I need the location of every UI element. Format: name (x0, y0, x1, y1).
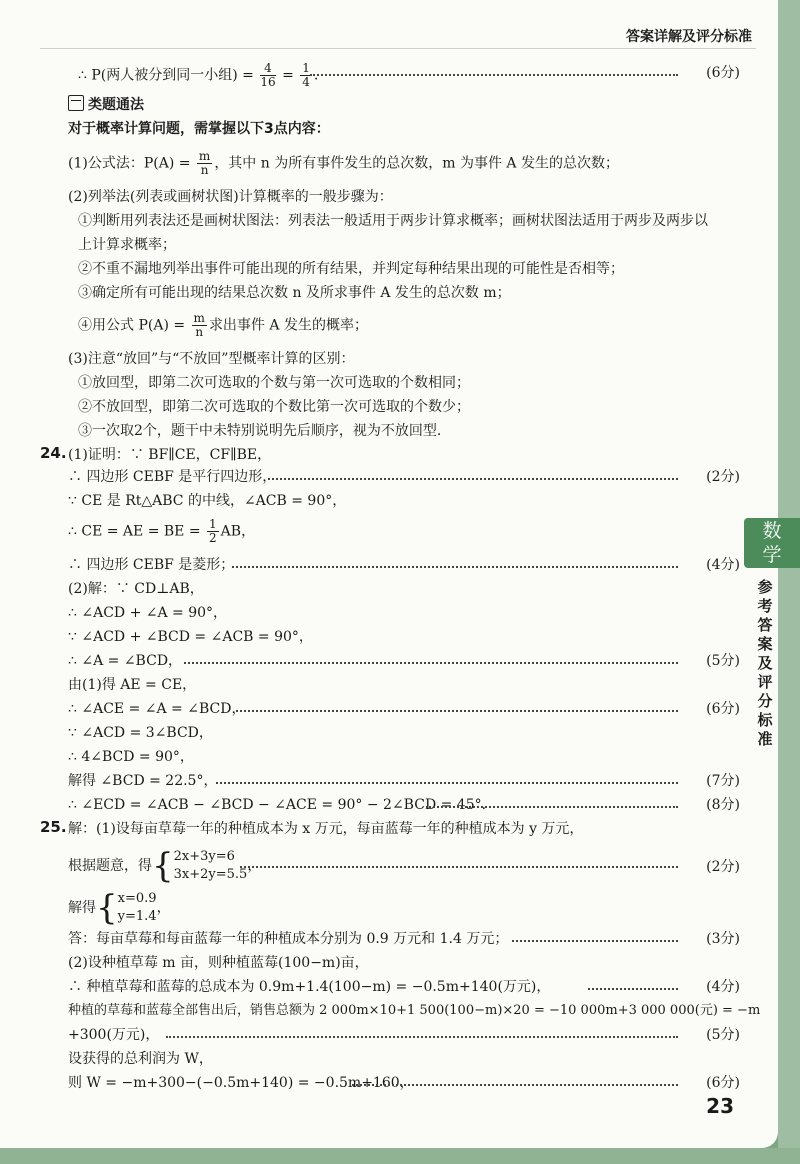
q25-system-equations: 根据题意，得{ 2x+3y=6 3x+2y=5.5 ， (2分) (68, 846, 740, 886)
fraction: $\frac{m}{n}$ (193, 311, 205, 339)
fraction: $\frac{1}{2}$ (209, 517, 217, 545)
header-rule (40, 48, 756, 49)
score: (6分) (706, 701, 740, 717)
page-bottom-edge (0, 1148, 800, 1164)
page-number: 23 (706, 1094, 734, 1118)
fraction: $\frac{m}{n}$ (198, 149, 211, 177)
score: (7分) (706, 773, 740, 789)
method-title: 类题通法 (88, 97, 144, 113)
subject-tab: 数学 (744, 518, 800, 568)
score: (2分) (706, 859, 740, 875)
score: (2分) (706, 469, 740, 485)
question-25-number: 25. (40, 818, 67, 836)
score: (5分) (706, 1027, 740, 1043)
fraction: $\frac{1}{4}$ (302, 61, 310, 89)
answer-page: 答案详解及评分标准 ∴ P(两人被分到同一小组) = $\frac{4}{16}$ = $\frac{1}{4}$ . (6分) 类题通法 对于概率计算问题，需掌握以下3点内容： (1)公式法：P(A) = $\frac{m}{n}$ ，其中 n 为所有事件发生的总次数，m 为事件 A 发生的总次数； (2)列举法(列表或画树状图)计算概率的一般步骤为： ①判断用列表法还是画树状图法：列表法一般适用于两步计算求概率；画树状图法适用于两步及两步以 上计算求概率； ②不重不漏地列举出事件可能出现的所有结果，并判定每种结果出现的可能性是否相等； ③确定所有可能出现的结果总次数 n 及所求事件 A 发生的总次数 m； ④用公式 P(A) = $\frac{m}{n}$ 求出事件 A 发生的概率； (3)注意“放回”与“不放回”型概率计算的区别： ①放回型，即第二次可选取的个数与第一次可选取的个数相同； ②不放回型，即第二次可选取的个数比第一次可选取的个数少； ③一次取2个，题干中未特别说明先后顺序，视为不放回型. 24. (1)证明：∵ BF∥CE，CF∥BE， ∴ 四边形 CEBF 是平行四边形， (2分) ∵ CE 是 Rt△ABC 的中线，∠ACB = 90°， ∴ CE = AE = BE = $\frac{1}{2}$ AB， ∴ 四边形 CEBF 是菱形； (4分) (2)解：∵ CD⊥AB， ∴ ∠ACD + ∠A = 90°， ∵ ∠ACD + ∠BCD = ∠ACB = 90°， ∴ ∠A = ∠BCD， (5分) 由(1)得 AE = CE， ∴ ∠ACE = ∠A = ∠BCD， (6分) ∵ ∠ACD = 3∠BCD， ∴ 4∠BCD = 90°， 解得 ∠BCD = 22.5°， (7分) ∴ ∠ECD = ∠ACB − ∠BCD − ∠ACE = 90° − 2∠BCD = 45°. (8分) 25. 解：(1)设每亩草莓一年的种植成本为 x 万元，每亩蓝莓一年的种植成本为 y 万元， 根据题意，得{ 2x+3y=6 3x+2y=5.5 ， (2分) 解得{ x=0.9 y=1.4 ， 答：每亩草莓和每亩蓝莓一年的种植成本分别为 0.9 万元和 1.4 万元； (3分) (2)设种植草莓 m 亩，则种植蓝莓(100−m)亩， ∴ 种植草莓和蓝莓的总成本为 0.9m+1.4(100−m) = −0.5m+140(万元)， (4分) 种植的草莓和蓝莓全部售出后，销售总额为 2 000m×10+1 500(100−m)×20 = −10 000m+3 000 000(元) = −m +300(万元)， (5分) 设获得的总利润为 W， 则 W = −m+300−(−0.5m+140) = −0.5m+160， (6分) 23 (0, 0, 778, 1148)
page-edge (778, 0, 800, 1164)
q25-solution: 解得{ x=0.9 y=1.4 ， (68, 888, 171, 928)
score: (5分) (706, 653, 740, 669)
page-header-title: 答案详解及评分标准 (626, 29, 752, 45)
text: ∴ P(两人被分到同一小组) = (78, 67, 259, 84)
score: (6分) (706, 1075, 740, 1091)
fraction: $\frac{4}{16}$ (260, 61, 276, 89)
score: (3分) (706, 931, 740, 947)
score: (8分) (706, 797, 740, 813)
leader-dots (310, 74, 678, 76)
question-24-number: 24. (40, 444, 67, 462)
vertical-section-label: 参 考 答 案 及 评 分 标 准 (757, 578, 773, 748)
score: (6分) (706, 65, 740, 81)
score: (4分) (706, 557, 740, 573)
notes-icon (68, 95, 84, 111)
score: (4分) (706, 979, 740, 995)
